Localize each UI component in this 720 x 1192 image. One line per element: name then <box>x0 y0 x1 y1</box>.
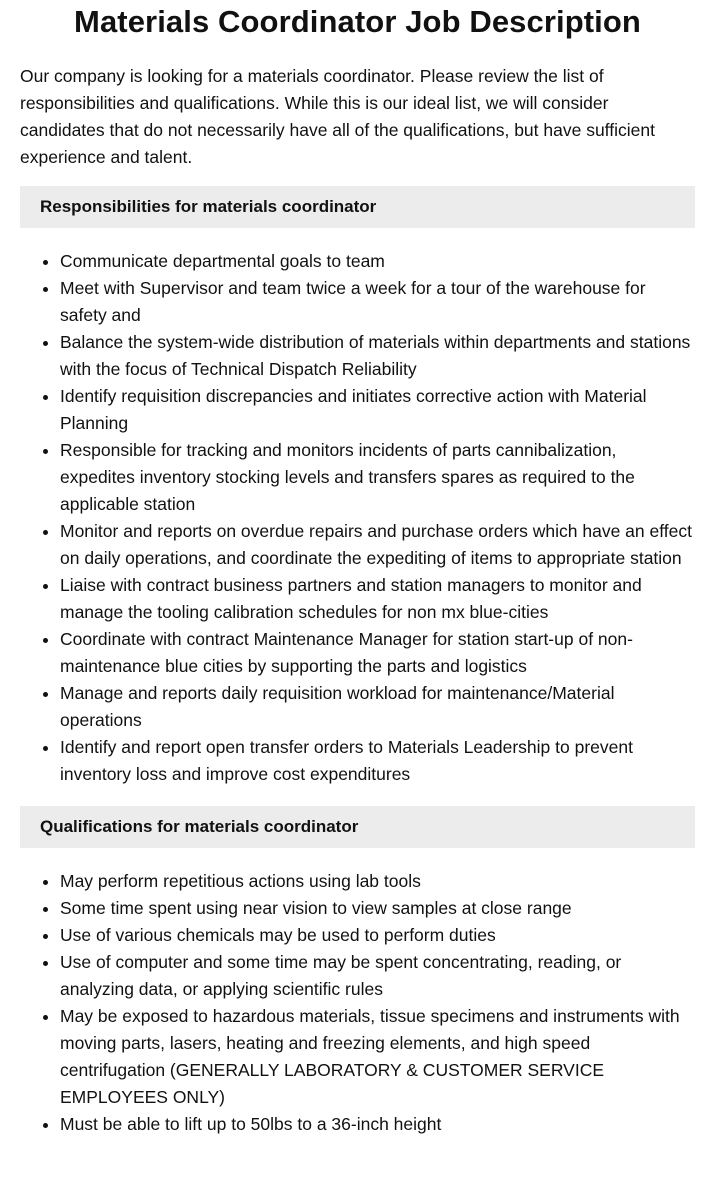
qualifications-list <box>20 868 695 1138</box>
list-item: • Monitor and reports on overdue repairs and purchase orders which have an effect on daily operations, and coordinate the expediting of items to appropriate station <box>60 518 695 572</box>
list-item: • Use of various chemicals may be used to perform duties <box>60 922 695 949</box>
list-item: • Liaise with contract business partners and station managers to monitor and manage the tooling calibration schedules for non mx blue-cities <box>60 572 695 626</box>
page-title: Materials Coordinator Job Description <box>74 4 641 39</box>
list-item: • Communicate departmental goals to team <box>60 248 695 275</box>
list-item: • Identify requisition discrepancies and initiates corrective action with Material Planning <box>60 383 695 437</box>
list-item: • Coordinate with contract Maintenance Manager for station start-up of non-maintenance blue cities by supporting the parts and logistics <box>60 626 695 680</box>
list-item: • May be exposed to hazardous materials, tissue specimens and instruments with moving parts, lasers, heating and freezing elements, and high speed centrifugation (GENERALLY LABORATORY & CUSTOMER SERVICE EMPLOYEES ONLY) <box>60 1003 695 1111</box>
list-item: • Identify and report open transfer orders to Materials Leadership to prevent inventory loss and improve cost expenditures <box>60 734 695 788</box>
qualifications-heading: Qualifications for materials coordinator <box>20 806 695 848</box>
list-item: • Some time spent using near vision to view samples at close range <box>60 895 695 922</box>
list-item: • Balance the system-wide distribution of materials within departments and stations with the focus of Technical Dispatch Reliability <box>60 329 695 383</box>
responsibilities-heading: Responsibilities for materials coordinator <box>20 186 695 228</box>
list-item: • May perform repetitious actions using lab tools <box>60 868 695 895</box>
list-item: • Use of computer and some time may be spent concentrating, reading, or analyzing data, or applying scientific rules <box>60 949 695 1003</box>
list-item: • Meet with Supervisor and team twice a week for a tour of the warehouse for safety and <box>60 275 695 329</box>
list-item: • Must be able to lift up to 50lbs to a 36-inch height <box>60 1111 695 1138</box>
list-item: • Responsible for tracking and monitors incidents of parts cannibalization, expedites inventory stocking levels and transfers spares as required to the applicable station <box>60 437 695 518</box>
responsibilities-list <box>20 248 695 788</box>
list-item: • Manage and reports daily requisition workload for maintenance/Material operations <box>60 680 695 734</box>
intro-paragraph: Our company is looking for a materials coordinator. Please review the list of responsibilities and qualifications. While this is our ideal list, we will consider candidates that do not necessarily have all of the qualifications, but have sufficient experience and talent. <box>20 66 655 167</box>
